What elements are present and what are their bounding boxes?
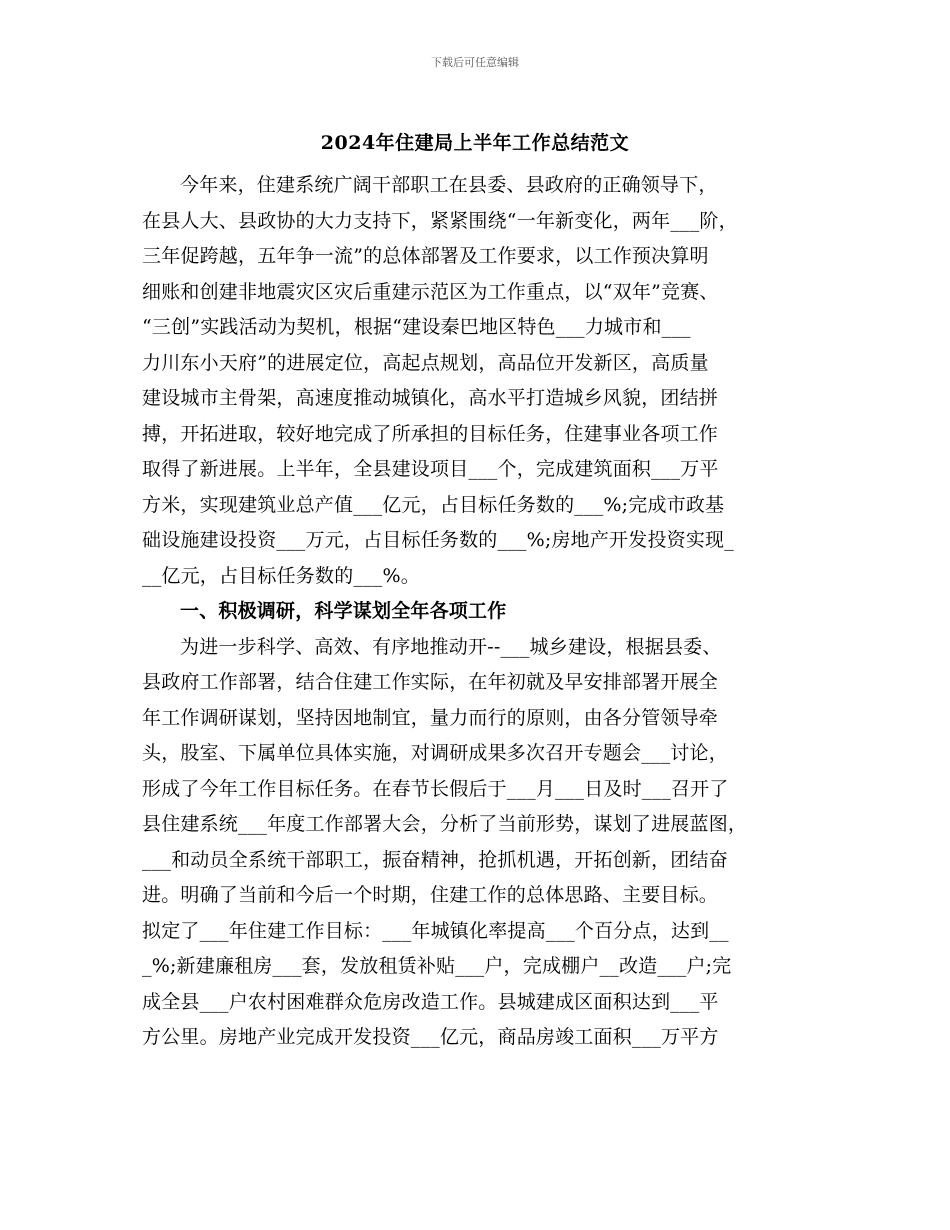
- document-title: 2024年住建局上半年工作总结范文: [320, 132, 630, 154]
- paragraph-line: 取得了新进展。上半年，全县建设项目___个，完成建筑面积___万平: [142, 458, 719, 480]
- paragraph-line: 搏，开拓进取，较好地完成了所承担的目标任务，住建事业各项工作: [142, 422, 719, 445]
- paragraph-line: 进。明确了当前和今后一个时期，住建工作的总体思路、主要目标。: [142, 884, 719, 906]
- paragraph-line: 三年促跨越，五年争一流”的总体部署及工作要求，以工作预决算明: [142, 245, 709, 267]
- paragraph-line: 成全县___户农村困难群众危房改造工作。县城建成区面积达到___平: [142, 990, 719, 1013]
- paragraph-line: “三创”实践活动为契机，根据“建设秦巴地区特色___力城市和___: [142, 316, 691, 338]
- document-body: [142, 168, 810, 1056]
- paragraph-line: 力川东小天府”的进展定位，高起点规划，高品位开发新区，高质量: [142, 351, 709, 374]
- paragraph-line: 县住建系统___年度工作部署大会，分析了当前形势，谋划了进展蓝图，: [142, 813, 748, 835]
- paragraph-line: _%;新建廉租房___套，发放租赁补贴___户，完成棚户__改造___户;完: [142, 955, 732, 977]
- paragraph-line: 方公里。房地产业完成开发投资___亿元，商品房竣工面积___万平方: [142, 1026, 719, 1048]
- paragraph-line: 头，股室、下属单位具体实施，对调研成果多次召开专题会___讨论，: [142, 742, 728, 764]
- section-heading: 一、积极调研，科学谋划全年各项工作: [180, 600, 507, 622]
- paragraph-line: 方米，实现建筑业总产值___亿元，占目标任务数的___%;完成市政基: [142, 493, 725, 516]
- paragraph-line: 在县人大、县政协的大力支持下，紧紧围绕“一年新变化，两年___阶，: [142, 209, 738, 232]
- paragraph-line: 年工作调研谋划，坚持因地制宜，量力而行的原则，由各分管领导牵: [142, 706, 719, 729]
- paragraph-line: ___和动员全系统干部职工，振奋精神，抢抓机遇，开拓创新，团结奋: [142, 848, 728, 871]
- paragraph-line: 建设城市主骨架，高速度推动城镇化，高水平打造城乡风貌，团结拼: [142, 387, 719, 409]
- paragraph-line: 础设施建设投资___万元，占目标任务数的___%;房地产开发投资实现_: [142, 529, 734, 551]
- paragraph-line: 拟定了___年住建工作目标：___年城镇化率提高___个百分点，达到__: [142, 919, 729, 942]
- paragraph-line: 今年来，住建系统广阔干部职工在县委、县政府的正确领导下，: [180, 174, 718, 196]
- paragraph-line: 形成了今年工作目标任务。在春节长假后于___月___日及时___召开了: [142, 777, 729, 800]
- paragraph-line: 为进一步科学、高效、有序地推动开--___城乡建设，根据县委、: [180, 635, 722, 658]
- paragraph-line: __亿元，占目标任务数的___%。: [142, 564, 420, 587]
- paragraph-line: 细账和创建非地震灾区灾后重建示范区为工作重点，以“双年”竞赛、: [142, 280, 719, 303]
- paragraph-line: 县政府工作部署，结合住建工作实际，在年初就及早安排部署开展全: [142, 671, 719, 693]
- header-note: 下载后可任意编辑: [431, 56, 519, 69]
